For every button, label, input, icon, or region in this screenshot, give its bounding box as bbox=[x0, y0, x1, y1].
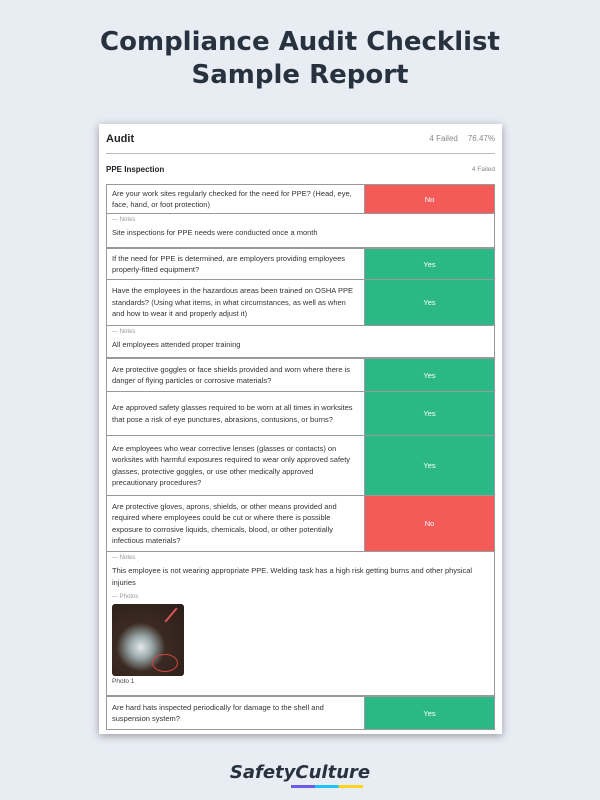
photos-label: — Photos bbox=[112, 594, 139, 600]
notes-label: — Notes bbox=[112, 329, 136, 335]
audit-header bbox=[106, 124, 495, 154]
answer-yes[interactable]: Yes bbox=[365, 697, 494, 729]
checklist-row bbox=[106, 358, 495, 392]
question: Have the employees in the hazardous areas been trained on OSHA PPE standards? (Using what items, in what circumstances, as well as when and how to wear it and properly adjust it) bbox=[107, 280, 365, 325]
notes-label: — Notes bbox=[112, 555, 136, 561]
notes-block bbox=[106, 552, 495, 696]
question: Are employees who wear corrective lenses (glasses or contacts) on worksites with harmful exposures required to wear only approved safety glasses, protective goggles, or use other medically approved precautionary procedures? bbox=[107, 436, 365, 495]
audit-failed-count: 4 Failed bbox=[429, 134, 458, 143]
photo-caption: Photo 1 bbox=[112, 678, 135, 685]
notes-text: This employee is not wearing appropriate PPE. Welding task has a high risk getting burns and other physical injuries bbox=[112, 566, 473, 587]
checklist-row bbox=[106, 436, 495, 496]
answer-no[interactable]: No bbox=[365, 185, 494, 213]
section-title: PPE Inspection bbox=[106, 164, 165, 174]
logo-underline bbox=[291, 785, 363, 788]
checklist-row bbox=[106, 280, 495, 326]
question: Are your work sites regularly checked for the need for PPE? (Head, eye, face, hand, or foot protection) bbox=[107, 185, 365, 213]
checklist-row bbox=[106, 496, 495, 552]
safetyculture-logo: SafetyCulture bbox=[229, 762, 371, 783]
answer-yes[interactable]: Yes bbox=[365, 392, 494, 435]
answer-yes[interactable]: Yes bbox=[365, 436, 494, 495]
checklist-row bbox=[106, 696, 495, 730]
question: Are approved safety glasses required to be worn at all times in worksites that pose a risk of eye punctures, abrasions, contusions, or burns? bbox=[107, 392, 365, 435]
answer-yes[interactable]: Yes bbox=[365, 359, 494, 391]
checklist-row bbox=[106, 392, 495, 436]
checklist-row bbox=[106, 248, 495, 280]
audit-score: 76.47% bbox=[467, 134, 495, 143]
question: Are protective goggles or face shields provided and worn where there is danger of flying particles or corrosive materials? bbox=[107, 359, 365, 391]
notes-label: — Notes bbox=[112, 217, 136, 223]
page-title: Compliance Audit Checklist Sample Report bbox=[100, 27, 500, 90]
section-header bbox=[106, 154, 495, 184]
notes-text: All employees attended proper training bbox=[112, 340, 241, 349]
question: If the need for PPE is determined, are employers providing employees properly-fitted equipment? bbox=[107, 249, 365, 279]
photo-thumbnail[interactable] bbox=[112, 604, 184, 676]
notes-block bbox=[106, 214, 495, 248]
answer-no[interactable]: No bbox=[365, 496, 494, 551]
answer-yes[interactable]: Yes bbox=[365, 280, 494, 325]
question: Are protective gloves, aprons, shields, or other means provided and required where employees could be cut or where there is possible exposure to corrosive liquids, chemicals, blood, or other potentially infectious materials? bbox=[107, 496, 365, 551]
audit-report-card bbox=[99, 124, 502, 734]
question: Are hard hats inspected periodically for damage to the shell and suspension system? bbox=[107, 697, 365, 729]
answer-yes[interactable]: Yes bbox=[365, 249, 494, 279]
section-failed-count: 4 Failed bbox=[471, 165, 495, 173]
notes-text: Site inspections for PPE needs were conducted once a month bbox=[112, 228, 318, 237]
audit-title: Audit bbox=[106, 132, 135, 145]
checklist-row bbox=[106, 184, 495, 214]
notes-block bbox=[106, 326, 495, 358]
